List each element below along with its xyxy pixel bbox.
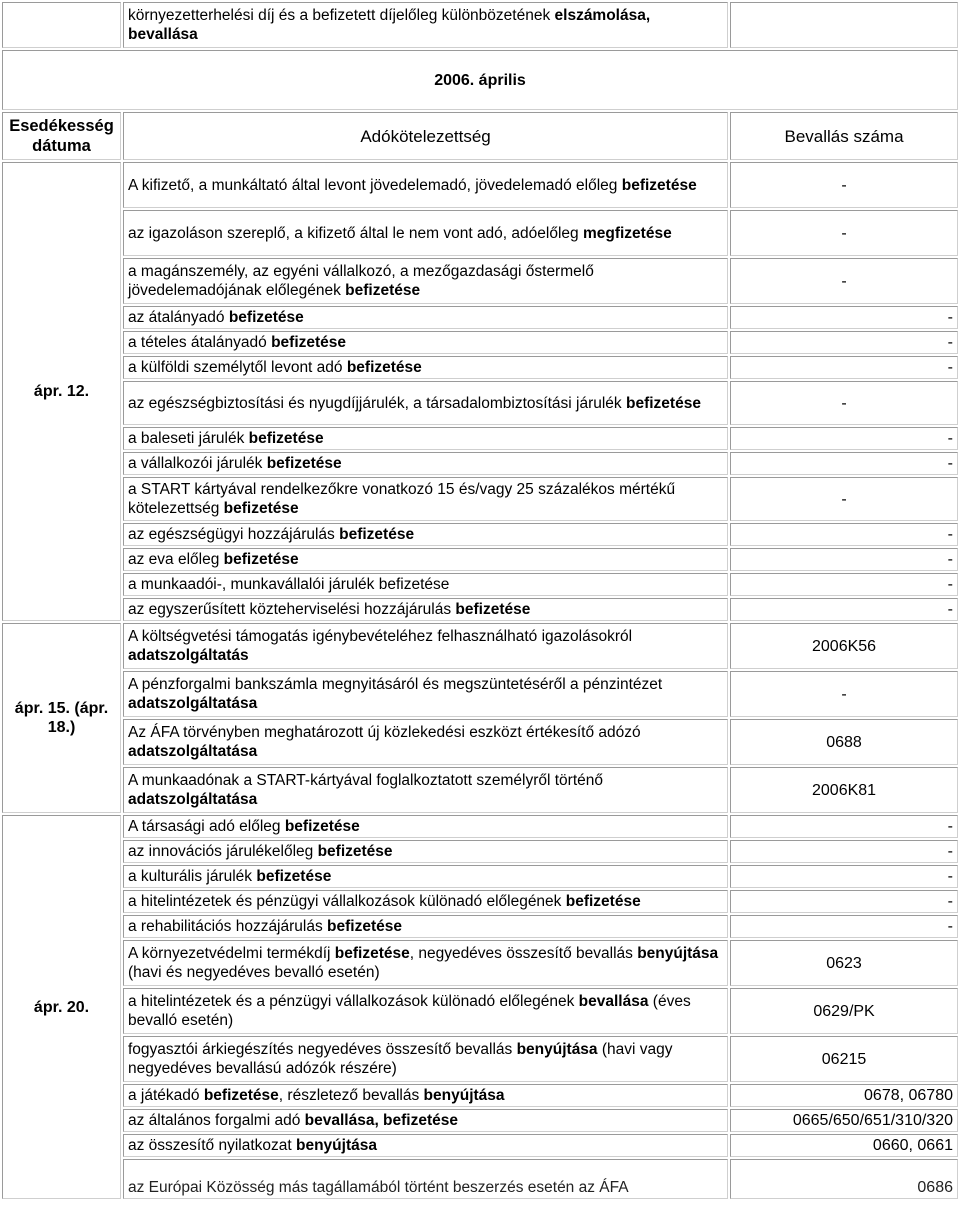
- obligation-bold: elszámolása, bevallása: [128, 7, 651, 43]
- obligation-cell: [123, 306, 728, 329]
- return-number: -: [730, 890, 958, 913]
- obligation-cell: [123, 2, 728, 48]
- obligation-cell: [123, 258, 728, 304]
- return-number: -: [730, 452, 958, 475]
- obligation-cell: [123, 573, 728, 596]
- return-number: 0629/PK: [730, 988, 958, 1034]
- month-heading: 2006. április: [2, 50, 958, 110]
- obligation-text: fogyasztói árkiegészítés negyedéves összesítő bevallás: [128, 1041, 517, 1058]
- obligation-bold: benyújtása: [516, 1041, 598, 1058]
- obligation-cell: [123, 940, 728, 986]
- obligation-bold: befizetése: [223, 500, 299, 517]
- header-number: Bevallás száma: [730, 112, 958, 160]
- obligation-bold: benyújtása: [296, 1137, 377, 1154]
- obligation-cell: [123, 988, 728, 1034]
- return-number: 0688: [730, 719, 958, 765]
- table-row: [2, 427, 958, 450]
- obligation-bold: adatszolgáltatása: [128, 743, 258, 760]
- return-number: 0686: [730, 1159, 958, 1199]
- table-row: [2, 767, 958, 813]
- obligation-cell: [123, 815, 728, 838]
- table-row: [2, 258, 958, 304]
- table-row: [2, 548, 958, 571]
- obligation-bold: adatszolgáltatás: [128, 647, 249, 664]
- obligation-cell: [123, 523, 728, 546]
- obligation-cell: [123, 598, 728, 621]
- header-obligation: Adókötelezettség: [123, 112, 728, 160]
- return-number: 2006K56: [730, 623, 958, 669]
- obligation-bold: befizetése: [248, 430, 324, 447]
- obligation-text: az innovációs járulékelőleg: [128, 843, 318, 860]
- return-number: 2006K81: [730, 767, 958, 813]
- obligation-cell: [123, 356, 728, 379]
- return-number: -: [730, 331, 958, 354]
- due-date-apr20: ápr. 20.: [2, 815, 121, 1199]
- obligation-bold: befizetése: [346, 359, 422, 376]
- obligation-text: a rehabilitációs hozzájárulás: [128, 918, 328, 935]
- obligation-cell: [123, 671, 728, 717]
- return-number: 0678, 06780: [730, 1084, 958, 1107]
- obligation-cell: [123, 1084, 728, 1107]
- obligation-text: az egészségügyi hozzájárulás: [128, 526, 340, 543]
- obligation-text: A kifizető, a munkáltató által levont jövedelemadó, jövedelemadó előleg: [128, 176, 622, 194]
- obligation-bold: befizetése: [625, 394, 701, 412]
- obligation-text: a vállalkozói járulék: [128, 455, 267, 472]
- obligation-text: a munkaadói-, munkavállalói járulék befizetése: [128, 576, 450, 593]
- obligation-text: környezetterhelési díj és a befizetett díjelőleg különbözetének: [128, 7, 555, 24]
- obligation-text: Az ÁFA törvényben meghatározott új közlekedési eszközt értékesítő adózó: [128, 724, 641, 741]
- table-row: [2, 988, 958, 1034]
- obligation-text: az igazoláson szereplő, a kifizető által le nem vont adó, adóelőleg: [128, 224, 583, 242]
- obligation-cell: [123, 865, 728, 888]
- obligation-text: A költségvetési támogatás igénybevételéhez felhasználható igazolásokról: [128, 628, 633, 645]
- obligation-bold: befizetése: [284, 818, 360, 835]
- return-number: 0660, 0661: [730, 1134, 958, 1157]
- obligation-bold: benyújtása: [637, 945, 719, 962]
- return-number: -: [730, 598, 958, 621]
- obligation-text: a hitelintézetek és a pénzügyi vállalkozások különadó előlegének: [128, 993, 579, 1010]
- obligation-bold: befizetése: [256, 868, 332, 885]
- table-row: [2, 915, 958, 938]
- table-row: [2, 452, 958, 475]
- obligation-cell: [123, 477, 728, 521]
- obligation-text: (éves bevalló esetén): [128, 993, 691, 1029]
- return-number: -: [730, 815, 958, 838]
- obligation-text: (havi és negyedéves bevalló esetén): [128, 964, 380, 981]
- obligation-text: , negyedéves összesítő bevallás: [409, 945, 638, 962]
- obligation-bold: benyújtása: [423, 1087, 505, 1104]
- table-row: [2, 940, 958, 986]
- obligation-bold: befizetése: [339, 526, 415, 543]
- obligation-cell: [123, 1109, 728, 1132]
- obligation-text: a hitelintézetek és pénzügyi vállalkozások különadó előlegének: [128, 893, 566, 910]
- obligation-text: , részletező bevallás: [278, 1087, 424, 1104]
- table-row: [2, 1159, 958, 1199]
- obligation-cell: [123, 210, 728, 256]
- table-row: [2, 865, 958, 888]
- return-number: -: [730, 210, 958, 256]
- obligation-text: az összesítő nyilatkozat: [128, 1137, 296, 1154]
- obligation-bold: befizetése: [455, 601, 531, 618]
- table-row: [2, 2, 958, 48]
- obligation-text: a külföldi személytől levont adó: [128, 359, 347, 376]
- return-number: -: [730, 162, 958, 208]
- obligation-cell: [123, 1036, 728, 1082]
- return-number: -: [730, 865, 958, 888]
- obligation-cell: [123, 427, 728, 450]
- table-row: [2, 1084, 958, 1107]
- table-row: [2, 306, 958, 329]
- table-row: [2, 1134, 958, 1157]
- table-row: [2, 671, 958, 717]
- due-date-apr12: ápr. 12.: [2, 162, 121, 621]
- obligation-bold: bevallása: [578, 993, 649, 1010]
- table-row: [2, 477, 958, 521]
- table-row: [2, 1109, 958, 1132]
- obligation-bold: adatszolgáltatása: [128, 695, 258, 712]
- month-row: [2, 50, 958, 110]
- obligation-text: A társasági adó előleg: [128, 818, 285, 835]
- obligation-text: az általános forgalmi adó: [128, 1112, 305, 1129]
- obligation-cell: [123, 162, 728, 208]
- obligation-bold: bevallása, befizetése: [304, 1112, 459, 1129]
- return-number: -: [730, 381, 958, 425]
- return-number: -: [730, 671, 958, 717]
- return-number: 0665/650/651/310/320: [730, 1109, 958, 1132]
- obligation-cell: [123, 719, 728, 765]
- return-number: -: [730, 427, 958, 450]
- obligation-bold: befizetése: [565, 893, 641, 910]
- obligation-bold: adatszolgáltatása: [128, 791, 258, 808]
- table-row: [2, 719, 958, 765]
- obligation-cell: [123, 452, 728, 475]
- return-number: -: [730, 306, 958, 329]
- obligation-text: az átalányadó: [128, 309, 229, 326]
- obligation-text: A pénzforgalmi bankszámla megnyitásáról és megszüntetéséről a pénzintézet: [128, 676, 663, 693]
- return-number: -: [730, 548, 958, 571]
- table-row: [2, 523, 958, 546]
- return-number: -: [730, 523, 958, 546]
- table-row: [2, 815, 958, 838]
- table-row: [2, 210, 958, 256]
- table-row: [2, 331, 958, 354]
- return-number: -: [730, 356, 958, 379]
- obligation-text: az egyszerűsített közteherviselési hozzájárulás: [128, 601, 456, 618]
- obligation-text: a baleseti járulék: [128, 430, 249, 447]
- obligation-cell: [123, 840, 728, 863]
- return-number: 06215: [730, 1036, 958, 1082]
- obligation-text: a játékadó: [128, 1087, 204, 1104]
- table-row: [2, 381, 958, 425]
- obligation-text: a tételes átalányadó: [128, 334, 272, 351]
- obligation-cell: [123, 1159, 728, 1199]
- return-number: -: [730, 573, 958, 596]
- table-row: [2, 890, 958, 913]
- table-row: [2, 162, 958, 208]
- obligation-bold: befizetése: [228, 309, 304, 326]
- table-row: [2, 356, 958, 379]
- due-date-apr15: ápr. 15. (ápr. 18.): [2, 623, 121, 813]
- return-number: -: [730, 915, 958, 938]
- obligation-text: az Európai Közösség más tagállamából történt beszerzés esetén az ÁFA: [128, 1179, 629, 1196]
- obligation-bold: befizetése: [317, 843, 393, 860]
- obligation-bold: befizetése: [334, 945, 410, 962]
- table-row: [2, 573, 958, 596]
- obligation-cell: [123, 548, 728, 571]
- obligation-cell: [123, 1134, 728, 1157]
- return-number: 0623: [730, 940, 958, 986]
- obligation-text: (havi vagy negyedéves bevallású adózók részére): [128, 1041, 673, 1077]
- table-row: [2, 1036, 958, 1082]
- obligation-text: a magánszemély, az egyéni vállalkozó, a mezőgazdasági őstermelő jövedelemadójának előlegének: [128, 263, 594, 299]
- obligation-bold: befizetése: [203, 1087, 279, 1104]
- header-row: [2, 112, 958, 160]
- header-date: Esedékesség dátuma: [2, 112, 121, 160]
- obligation-cell: [123, 915, 728, 938]
- obligation-bold: befizetése: [223, 551, 299, 568]
- obligation-cell: [123, 623, 728, 669]
- obligation-text: a kulturális járulék: [128, 868, 257, 885]
- obligation-cell: [123, 890, 728, 913]
- table-row: [2, 623, 958, 669]
- obligation-bold: befizetése: [271, 334, 347, 351]
- obligation-bold: befizetése: [327, 918, 402, 935]
- obligation-bold: megfizetése: [582, 224, 672, 242]
- return-number: -: [730, 258, 958, 304]
- table-row: [2, 840, 958, 863]
- obligation-cell: [123, 381, 728, 425]
- obligation-bold: befizetése: [266, 455, 342, 472]
- return-number: -: [730, 477, 958, 521]
- obligation-cell: [123, 767, 728, 813]
- empty-date-cell: [2, 2, 121, 48]
- obligation-text: az eva előleg: [128, 551, 224, 568]
- obligation-text: az egészségbiztosítási és nyugdíjjárulék, a társadalombiztosítási járulék: [128, 394, 626, 412]
- empty-number-cell: [730, 2, 958, 48]
- obligation-bold: befizetése: [345, 282, 421, 299]
- obligation-text: A környezetvédelmi termékdíj: [128, 945, 335, 962]
- obligation-cell: [123, 331, 728, 354]
- return-number: -: [730, 840, 958, 863]
- obligation-text: A munkaadónak a START-kártyával foglalkoztatott személyről történő: [128, 772, 603, 789]
- obligation-text: a START kártyával rendelkezőkre vonatkozó 15 és/vagy 25 százalékos mértékű kötelezettség: [128, 481, 676, 517]
- obligation-bold: befizetése: [621, 176, 697, 194]
- table-row: [2, 598, 958, 621]
